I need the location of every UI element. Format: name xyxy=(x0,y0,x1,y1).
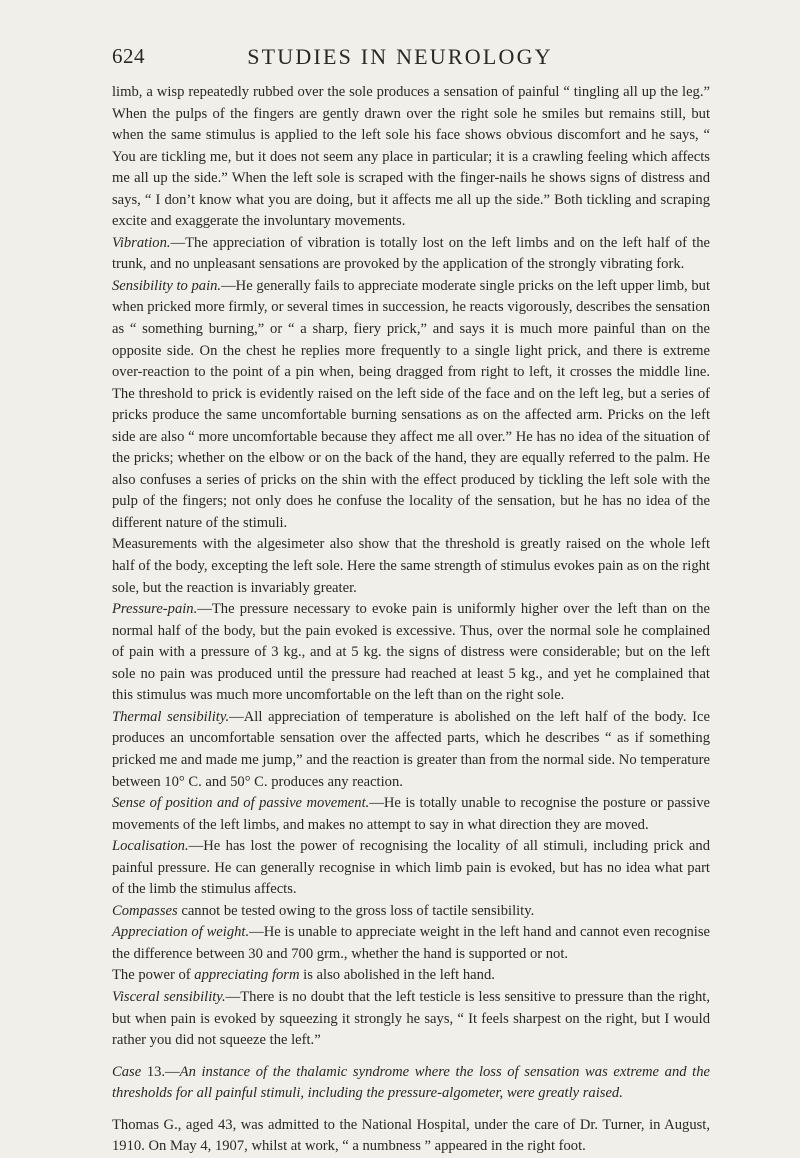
section-heading: Localisation. xyxy=(112,838,189,855)
paragraph-text: is also abolished in the left hand. xyxy=(299,967,495,984)
paragraph-text: cannot be tested owing to the gross loss of tactile sensibility. xyxy=(177,902,535,919)
section-heading: Sense of position and of passive movement. xyxy=(112,795,370,812)
paragraph-case-history xyxy=(112,1115,710,1158)
paragraph-position xyxy=(112,793,710,836)
paragraph-algesimeter xyxy=(112,534,710,599)
case-label: Case xyxy=(112,1063,142,1080)
paragraph-text: —All appreciation of temperature is abolished on the left half of the body. Ice produces an uncomfortable sensation over the affected parts, which he describes “ as if something pricked me and made me jump,” and the reaction is greater than from the normal side. No temperature between 10° C. and 50° C. produces any reaction. xyxy=(112,708,710,790)
paragraph-thermal xyxy=(112,707,710,793)
paragraph-localisation xyxy=(112,836,710,901)
section-heading: Vibration. xyxy=(112,234,171,251)
paragraph-text: —There is no doubt that the left testicle is less sensitive to pressure than the right, but when pain is evoked by squeezing it strongly he says, “ It feels sharpest on the right, but I would rather you did not squeeze the left.” xyxy=(112,988,710,1049)
paragraph-compasses xyxy=(112,901,710,923)
paragraph-text: limb, a wisp repeatedly rubbed over the sole produces a sensation of painful “ tingling all up the leg.” When the pulps of the fingers are gently drawn over the right sole he smiles but remains still, but when the same stimulus is applied to the left sole his face shows obvious discomfort and he says, “ You are tickling me, but it does not seem any place in particular; it is a crawling feeling which affects me all up the side.” When the left sole is scraped with the finger-nails he shows signs of distress and says, “ I don’t know what you are doing, but it affects me all up the side.” Both tickling and scraping excite and exaggerate the involuntary movements. xyxy=(112,84,710,230)
paragraph-text: Thomas G., aged 43, was admitted to the National Hospital, under the care of Dr. Turner, in August, 1910. On May 4, 1907, whilst at work, “ a numbness ” appeared in the right foot. xyxy=(112,1116,710,1155)
paragraph-pressure-pain xyxy=(112,599,710,707)
paragraph-visceral xyxy=(112,987,710,1052)
paragraph-pain xyxy=(112,276,710,535)
paragraph-form xyxy=(112,965,710,987)
body-text xyxy=(112,82,710,1158)
paragraph-text: —The pressure necessary to evoke pain is uniformly higher over the left than on the normal half of the body, but the pain evoked is excessive. Thus, over the normal sole he complained of pain with a pressure of 3 kg., and at 5 kg. the signs of distress were considerable; but on the left sole no pain was produced until the pressure had reached at least 5 kg., and yet he complained that this stimulus was much more uncomfortable on the left than on the right sole. xyxy=(112,601,710,704)
section-heading: Appreciation of weight. xyxy=(112,924,250,941)
section-heading: Compasses xyxy=(112,902,178,919)
paragraph-text: —The appreciation of vibration is totally lost on the left limbs and on the left half of the trunk, and no unpleasant sensations are provoked by the application of the strongly vibrating fork. xyxy=(112,234,710,273)
section-heading: Pressure-pain. xyxy=(112,601,198,618)
paragraph-text: —He is totally unable to recognise the posture or passive movements of the left limbs, and makes no attempt to say in what direction they are moved. xyxy=(112,795,710,833)
section-heading: Thermal sensibility. xyxy=(112,708,230,725)
section-heading: Sensibility to pain. xyxy=(112,277,222,294)
case-heading xyxy=(112,1062,710,1105)
case-number: 13.— xyxy=(141,1063,180,1080)
running-title: STUDIES IN NEUROLOGY xyxy=(247,44,553,69)
paragraph-text: The power of xyxy=(112,967,195,984)
page-number: 624 xyxy=(112,44,145,68)
paragraph-text: —He is unable to appreciate weight in the left hand and cannot even recognise the difference between 30 and 700 grm., whether the hand is supported or not. xyxy=(112,924,710,962)
paragraph-text: —He has lost the power of recognising the locality of all stimuli, including prick and painful pressure. He can generally recognise in which limb pain is evoked, but has no idea what part of the limb the stimulus affects. xyxy=(112,838,710,898)
section-heading: Visceral sensibility. xyxy=(112,988,226,1005)
paragraph-text: —He generally fails to appreciate moderate single pricks on the left upper limb, but when pricked more firmly, or several times in succession, he reacts vigorously, describes the sensation as “ something burning,” or “ a sharp, fiery prick,” and says it is much more painful than on the opposite side. On the chest he replies more frequently to a single light prick, and there is extreme over-reaction to the point of a pin when, being dragged from right to left, it crosses the middle line. The threshold to prick is evidently raised on the left side of the face and on the left leg, but a series of pricks produce the same uncomfortable burning sensations as on the affected arm. Pricks on the left side are also “ more uncomfortable because they affect me all over.” He has no idea of the situation of the pricks; whether on the elbow or on the back of the hand, they are equally referred to the palm. He also confuses a series of pricks on the shin with the effect produced by tickling the left sole with the pulp of the fingers; not only does he confuse the locality of the sensation, but he has no idea of the different nature of the stimuli. xyxy=(112,277,710,531)
paragraph xyxy=(112,82,710,233)
paragraph-text: Measurements with the algesimeter also show that the threshold is greatly raised on the whole left half of the body, excepting the left sole. Here the same strength of stimulus evokes pain as on the right sole, but the reaction is invariably greater. xyxy=(112,536,710,596)
case-title: An instance of the thalamic syndrome where the loss of sensation was extreme and the thresholds for all painful stimuli, including the pressure-algometer, were greatly raised. xyxy=(112,1063,711,1102)
paragraph-vibration xyxy=(112,233,710,276)
section-heading: appreciating form xyxy=(194,967,300,984)
paragraph-weight xyxy=(112,922,710,965)
running-head xyxy=(112,44,688,76)
